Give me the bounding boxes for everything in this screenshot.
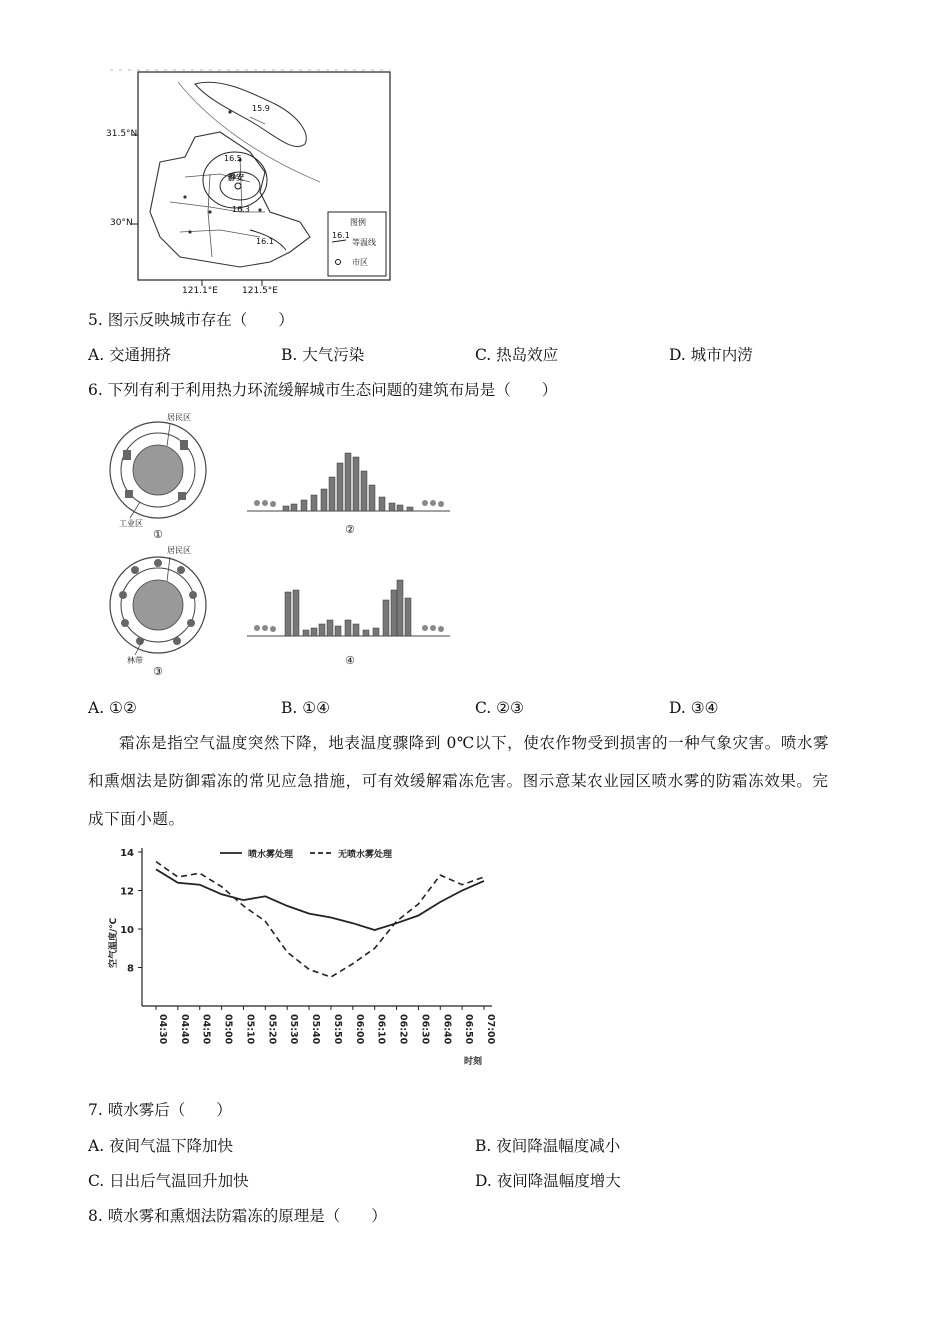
- x-tick-label: 04:30: [157, 1014, 168, 1045]
- legend-label: 无喷水雾处理: [338, 850, 393, 860]
- x-tick-label: 06:10: [375, 1014, 387, 1045]
- fig1-industrial-label: 工业区: [119, 519, 143, 528]
- lon-label-121-1: 121.1°E: [182, 286, 218, 296]
- series-line-unsprayed: [156, 862, 484, 978]
- y-axis-label: 空气温度/℃: [109, 917, 119, 968]
- fig4-number: ④: [345, 654, 355, 667]
- legend-sample: 16.1: [332, 231, 350, 240]
- question-8-stem: 8. 喷水雾和熏烟法防霜冻的原理是（ ）: [88, 1207, 387, 1225]
- layout-figure-2: [245, 445, 455, 540]
- x-axis-label: 时刻: [464, 1057, 483, 1067]
- series-line-sprayed: [156, 869, 484, 930]
- legend-title: 图例: [350, 218, 366, 227]
- layout-figure-3: [105, 545, 215, 680]
- layout-figure-4: [245, 570, 455, 670]
- q6-option-d[interactable]: D. ③④: [669, 699, 719, 717]
- fig3-forest-label: 林带: [127, 656, 143, 665]
- q7-option-b[interactable]: B. 夜间降温幅度减小: [475, 1137, 621, 1155]
- isotherm-label: 16.5: [224, 154, 242, 163]
- x-tick-label: 05:00: [222, 1014, 234, 1045]
- fig1-number: ①: [153, 528, 163, 541]
- fig2-number: ②: [345, 523, 355, 536]
- x-tick-label: 04:50: [200, 1014, 212, 1045]
- fig1-residential-label: 居民区: [167, 413, 191, 422]
- x-tick-label: 05:40: [310, 1014, 322, 1045]
- y-tick-label: 8: [127, 963, 134, 975]
- passage-line-2: 和熏烟法是防御霜冻的常见应急措施，可有效缓解霜冻危害。图示意某农业园区喷水雾的防霜冻效果。完: [88, 772, 829, 790]
- isotherm-label: 16.1: [256, 237, 274, 246]
- q5-option-c[interactable]: C. 热岛效应: [475, 346, 559, 364]
- y-tick-label: 12: [120, 886, 134, 898]
- q6-option-c[interactable]: C. ②③: [475, 699, 524, 717]
- passage-line-1: 霜冻是指空气温度突然下降，地表温度骤降到 0℃以下，使农作物受到损害的一种气象灾害。喷水雾: [119, 734, 830, 752]
- x-tick-label: 05:10: [244, 1014, 256, 1045]
- question-5-stem: 5. 图示反映城市存在（ ）: [88, 311, 294, 329]
- lat-label-30: 30°N: [110, 218, 133, 228]
- x-tick-label: 05:20: [266, 1014, 278, 1045]
- legend-label: 喷水雾处理: [248, 850, 294, 860]
- q6-option-b[interactable]: B. ①④: [281, 699, 331, 717]
- q5-option-b[interactable]: B. 大气污染: [281, 346, 365, 364]
- passage-line-3: 成下面小题。: [88, 810, 185, 828]
- passage: [88, 724, 863, 838]
- isotherm-map-figure: [100, 62, 400, 302]
- x-tick-label: 07:00: [485, 1014, 496, 1045]
- q5-option-d[interactable]: D. 城市内涝: [669, 346, 753, 364]
- q7-option-a[interactable]: A. 夜间气温下降加快: [88, 1137, 234, 1155]
- question-7-stem: 7. 喷水雾后（ ）: [88, 1101, 232, 1119]
- lat-label-31-5: 31.5°N: [106, 129, 138, 139]
- y-tick-label: 14: [120, 848, 134, 859]
- q5-option-a[interactable]: A. 交通拥挤: [88, 346, 172, 364]
- lon-label-121-5: 121.5°E: [242, 286, 278, 296]
- isotherm-label: 15.9: [252, 104, 270, 113]
- q7-option-d[interactable]: D. 夜间降温幅度增大: [475, 1172, 621, 1190]
- x-tick-label: 06:50: [463, 1014, 475, 1045]
- fig3-number: ③: [153, 665, 163, 678]
- x-tick-label: 06:30: [419, 1014, 431, 1045]
- city-label: 静安: [228, 173, 244, 182]
- x-tick-label: 06:00: [353, 1014, 365, 1045]
- question-6-stem: 6. 下列有利于利用热力环流缓解城市生态问题的建筑布局是（ ）: [88, 381, 558, 399]
- q6-option-a[interactable]: A. ①②: [88, 699, 137, 717]
- x-tick-label: 04:40: [178, 1014, 190, 1045]
- layout-figure-1: [105, 410, 215, 540]
- frost-chart: [100, 838, 500, 1070]
- x-tick-label: 06:40: [441, 1014, 453, 1045]
- x-tick-label: 05:50: [331, 1014, 343, 1045]
- frost-chart-svg: [100, 838, 500, 1070]
- x-tick-label: 05:30: [288, 1014, 300, 1045]
- legend-isotherm: 等温线: [352, 238, 376, 247]
- isotherm-label: 16.3: [232, 205, 250, 214]
- legend-city: 市区: [352, 258, 368, 267]
- y-tick-label: 10: [120, 925, 134, 936]
- fig3-residential-label: 居民区: [167, 546, 191, 555]
- q7-option-c[interactable]: C. 日出后气温回升加快: [88, 1172, 249, 1190]
- x-tick-label: 06:20: [397, 1014, 409, 1045]
